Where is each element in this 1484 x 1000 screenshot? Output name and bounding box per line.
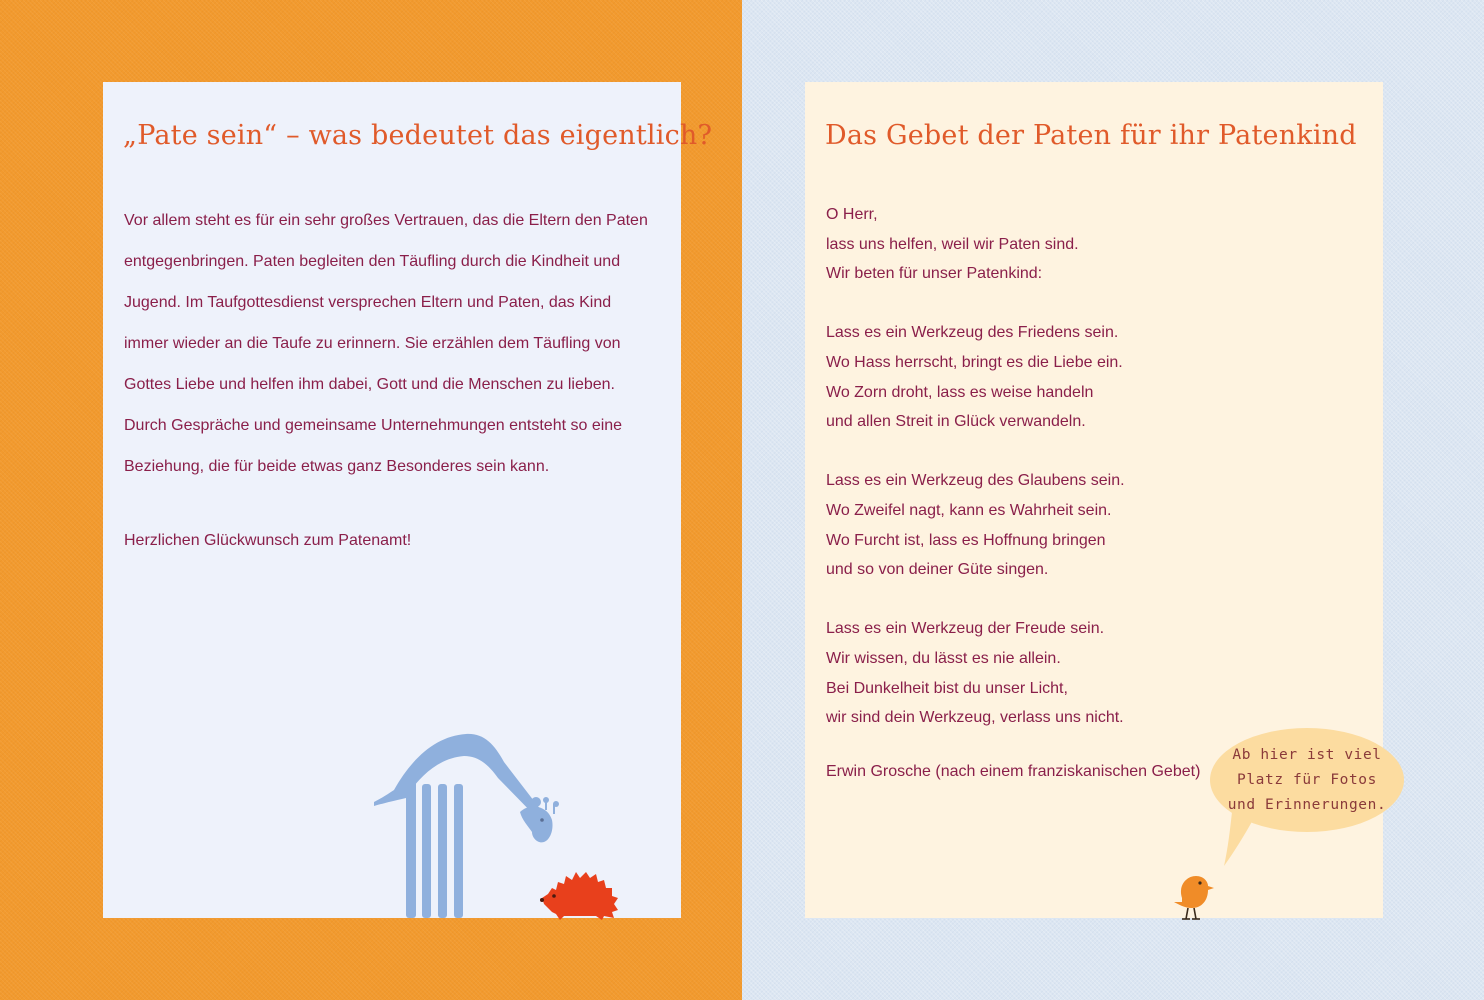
- poem-line: und allen Streit in Glück verwandeln.: [826, 413, 1086, 431]
- poem-stanza-4: [826, 614, 1125, 732]
- poem-line: Lass es ein Werkzeug des Friedens sein.: [826, 324, 1119, 342]
- poem-line: Wo Hass herrscht, bringt es die Liebe ein.: [826, 353, 1123, 371]
- giraffe-icon: [368, 728, 563, 918]
- bird-icon: [1172, 872, 1214, 922]
- poem-stanza-3: [826, 466, 1125, 584]
- poem-line: Wo Furcht ist, lass es Hoffnung bringen: [826, 531, 1106, 549]
- poem-line: Wo Zorn droht, lass es weise handeln: [826, 383, 1094, 401]
- poem-stanza-2: [826, 318, 1125, 436]
- poem-line: Wo Zweifel nagt, kann es Wahrheit sein.: [826, 501, 1112, 519]
- poem-line: wir sind dein Werkzeug, verlass uns nicht.: [826, 709, 1124, 727]
- left-page-body: Vor allem steht es für ein sehr großes Vertrauen, das die Eltern den Paten entgegenbringen. Paten begleiten den Täufling durch die Kindheit und Jugend. Im Taufgottesdienst versprechen Eltern und Paten, das Kind immer wieder an die Taufe zu erinnern. Sie erzählen dem Täufling von Gottes Liebe und helfen ihm dabei, Gott und die Menschen zu lieben. Durch Gespräche und gemeinsame Unternehmungen entsteht so eine Beziehung, die für beide etwas ganz Besonderes sein kann.: [124, 212, 648, 475]
- poem-line: Wir wissen, du lässt es nie allein.: [826, 649, 1061, 667]
- poem-line: Lass es ein Werkzeug der Freude sein.: [826, 620, 1105, 638]
- poem-author: Erwin Grosche (nach einem franziskanischen Gebet): [826, 763, 1201, 780]
- speech-bubble: [1210, 728, 1404, 832]
- poem-line: Bei Dunkelheit bist du unser Licht,: [826, 679, 1068, 697]
- left-page-title: „Pate sein“ – was bedeutet das eigentlich?: [123, 120, 713, 151]
- poem-stanza-1: [826, 200, 1125, 289]
- prayer-poem: [826, 200, 1125, 762]
- poem-line: O Herr,: [826, 206, 878, 223]
- greeting-text: Herzlichen Glückwunsch zum Patenamt!: [124, 532, 412, 549]
- hedgehog-icon: [540, 868, 622, 920]
- poem-line: Wir beten für unser Patenkind:: [826, 265, 1043, 283]
- poem-line: lass uns helfen, weil wir Paten sind.: [826, 235, 1079, 253]
- poem-line: und so von deiner Güte singen.: [826, 561, 1049, 579]
- poem-line: Lass es ein Werkzeug des Glaubens sein.: [826, 472, 1125, 490]
- speech-bubble-text: Ab hier ist viel Platz für Fotos und Erinnerungen.: [1227, 746, 1387, 813]
- right-page-title: Das Gebet der Paten für ihr Patenkind: [825, 120, 1357, 151]
